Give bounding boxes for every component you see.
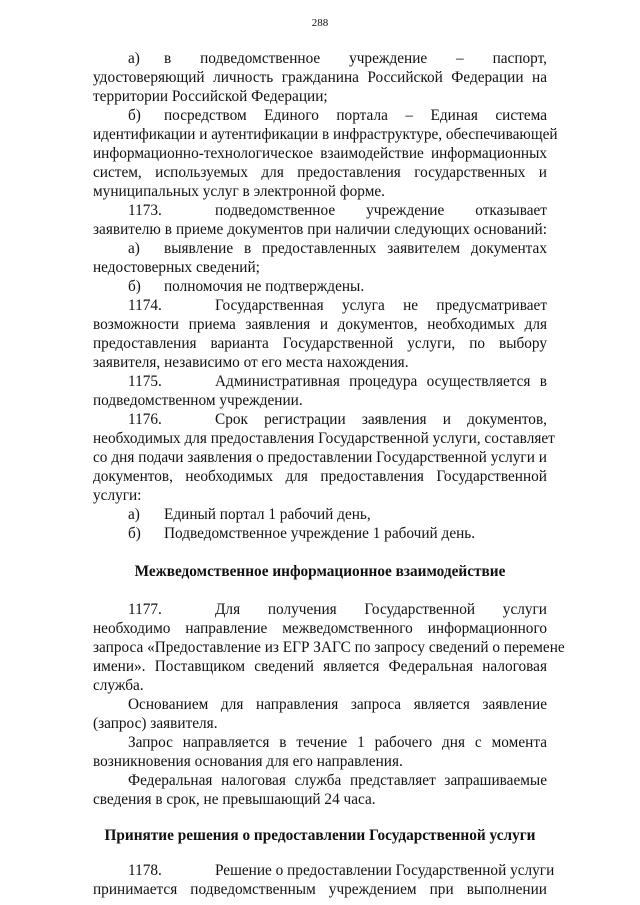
paragraph-line: заявителя, независимо от его места нахождения. xyxy=(93,354,409,371)
item-label: а) xyxy=(128,506,140,523)
clause-number: 1173. xyxy=(128,202,162,219)
paragraph-line: выявление в предоставленных заявителем документах xyxy=(164,240,547,257)
paragraph-line: Государственная услуга не предусматривает xyxy=(215,297,547,314)
paragraph-line: Для получения Государственной услуги xyxy=(215,601,547,618)
clause-number: 1176. xyxy=(128,411,162,428)
paragraph-line: территории Российской Федерации; xyxy=(93,88,328,105)
paragraph-line: информационно-технологическое взаимодействие информационных xyxy=(93,145,547,162)
clause-number: 1177. xyxy=(128,601,162,618)
paragraph-line: посредством Единого портала – Единая система xyxy=(164,107,547,124)
paragraph-line: возможности приема заявления и документов, необходимых для xyxy=(93,316,547,333)
paragraph-line: удостоверяющий личность гражданина Российской Федерации на xyxy=(93,69,547,86)
clause-number: 1175. xyxy=(128,373,162,390)
paragraph-line: заявителю в приеме документов при наличии следующих оснований: xyxy=(93,221,547,238)
paragraph-line: предоставления варианта Государственной услуги, по выбору xyxy=(93,335,547,352)
item-label: б) xyxy=(128,525,141,542)
clause-number: 1178. xyxy=(128,862,162,879)
section-heading: Межведомственное информационное взаимодействие xyxy=(134,563,506,580)
paragraph-line: принимается подведомственным учреждением при выполнении xyxy=(93,881,547,898)
paragraph-line: муниципальных услуг в электронной форме. xyxy=(93,183,386,200)
paragraph-line: подведомственное учреждение отказывает xyxy=(215,202,547,219)
paragraph-line: Решение о предоставлении Государственной услуги xyxy=(215,862,555,879)
paragraph-line: служба. xyxy=(93,677,144,694)
page-number: 288 xyxy=(311,17,329,29)
paragraph-line: Федеральная налоговая служба представляет запрашиваемые xyxy=(128,772,547,789)
paragraph-line: возникновения основания для его направления. xyxy=(93,753,403,770)
paragraph-line: систем, используемых для предоставления государственных и xyxy=(93,164,547,181)
paragraph-line: запроса «Предоставление из ЕГР ЗАГС по запросу сведений о перемене xyxy=(93,639,565,656)
paragraph-line: идентификации и аутентификации в инфраструктуре, обеспечивающей xyxy=(93,126,558,143)
paragraph-line: услуги: xyxy=(93,487,142,504)
paragraph-line: имени». Поставщиком сведений является Федеральная налоговая xyxy=(93,658,547,675)
item-label: б) xyxy=(128,278,141,295)
paragraph-line: полномочия не подтверждены. xyxy=(164,278,365,295)
paragraph-line: Подведомственное учреждение 1 рабочий день. xyxy=(164,525,476,542)
item-label: а) xyxy=(128,50,140,67)
section-heading: Принятие решения о предоставлении Государственной услуги xyxy=(104,827,536,844)
paragraph-line: Срок регистрации заявления и документов, xyxy=(215,411,547,428)
paragraph-line: Административная процедура осуществляется в xyxy=(215,373,547,390)
paragraph-line: документов, необходимых для предоставления Государственной xyxy=(93,468,547,485)
paragraph-line: подведомственном учреждении. xyxy=(93,392,303,409)
paragraph-line: со дня подачи заявления о предоставлении Государственной услуги и xyxy=(93,449,547,466)
clause-number: 1174. xyxy=(128,297,162,314)
paragraph-line: в подведомственное учреждение – паспорт, xyxy=(164,50,547,67)
paragraph-line: (запрос) заявителя. xyxy=(93,715,218,732)
item-label: а) xyxy=(128,240,140,257)
paragraph-line: Запрос направляется в течение 1 рабочего дня с момента xyxy=(128,734,547,751)
paragraph-line: недостоверных сведений; xyxy=(93,259,260,276)
paragraph-line: сведения в срок, не превышающий 24 часа. xyxy=(93,791,376,808)
paragraph-line: Единый портал 1 рабочий день, xyxy=(164,506,371,523)
paragraph-line: необходимых для предоставления Государственной услуги, составляет xyxy=(93,430,555,447)
paragraph-line: Основанием для направления запроса является заявление xyxy=(128,696,547,713)
item-label: б) xyxy=(128,107,141,124)
paragraph-line: необходимо направление межведомственного информационного xyxy=(93,620,547,637)
